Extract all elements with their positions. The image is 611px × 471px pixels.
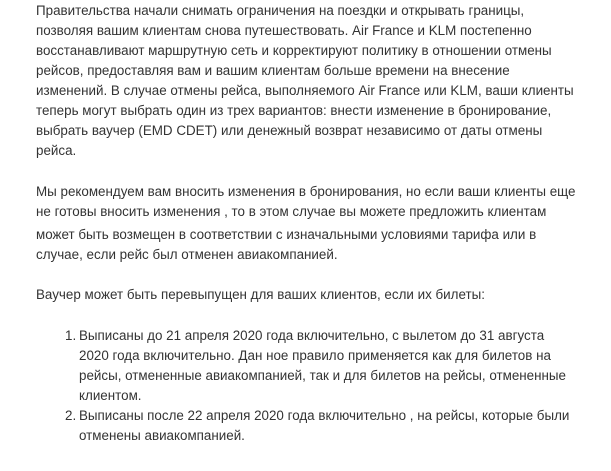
text-line: теперь могут выбрать один из трех вариантов: внести изменение в бронирование, — [36, 103, 552, 118]
text-line: клиентом. — [79, 388, 142, 403]
text-line: Правительства начали снимать ограничения на поездки и открывать границы, — [36, 3, 525, 18]
list-item — [36, 326, 611, 406]
text-line: рейса. — [36, 143, 77, 158]
paragraph-restrictions-lifted — [36, 1, 611, 161]
text-line-clipped: не готовы вносить изменения , то в этом случае вы можете предложить клиентам — [36, 204, 547, 219]
document-body — [36, 1, 611, 446]
text-line: изменений. В случае отмены рейса, выполняемого Air France или KLM, ваши клиенты — [36, 83, 574, 98]
text-line: 2020 года включительно. Дан ное правило применяется как для билетов на — [79, 348, 551, 363]
text-line: рейсов, предоставляя вам и вашим клиентам больше времени на внесение — [36, 63, 510, 78]
paragraph-refund — [36, 225, 611, 265]
text-line: Выписаны после 22 апреля 2020 года включительно , на рейсы, которые были — [79, 408, 570, 423]
text-line: восстанавливают маршрутную сеть и корректируют политику в отношении отмены — [36, 43, 552, 58]
text-line: выбрать ваучер (EMD CDET) или денежный возврат независимо от даты отмены — [36, 123, 543, 138]
text-line: случае, если рейс был отменен авиакомпанией. — [36, 247, 338, 262]
text-line: Ваучер может быть перевыпущен для ваших клиентов, если их билеты: — [36, 287, 485, 302]
list-marker: 1. — [65, 328, 77, 343]
list-item — [36, 406, 611, 446]
paragraph-recommendation — [36, 182, 611, 219]
text-line: отменены авиакомпанией. — [79, 428, 245, 443]
text-line: позволяя вашим клиентам снова путешествовать. Air France и KLM постепенно — [36, 23, 532, 38]
paragraph-voucher-intro — [36, 285, 611, 305]
text-line: может быть возмещен в соответствии с изначальными условиями тарифа или в — [36, 227, 537, 242]
text-line: рейсы, отмененные авиакомпанией, так и для билетов на рейсы, отмененные — [79, 368, 566, 383]
list-marker: 2. — [65, 408, 77, 423]
text-line: Мы рекомендуем вам вносить изменения в бронирования, но если ваши клиенты еще — [36, 184, 576, 199]
text-line: Выписаны до 21 апреля 2020 года включительно, с вылетом до 31 августа — [79, 328, 545, 343]
voucher-conditions-list — [36, 326, 611, 446]
